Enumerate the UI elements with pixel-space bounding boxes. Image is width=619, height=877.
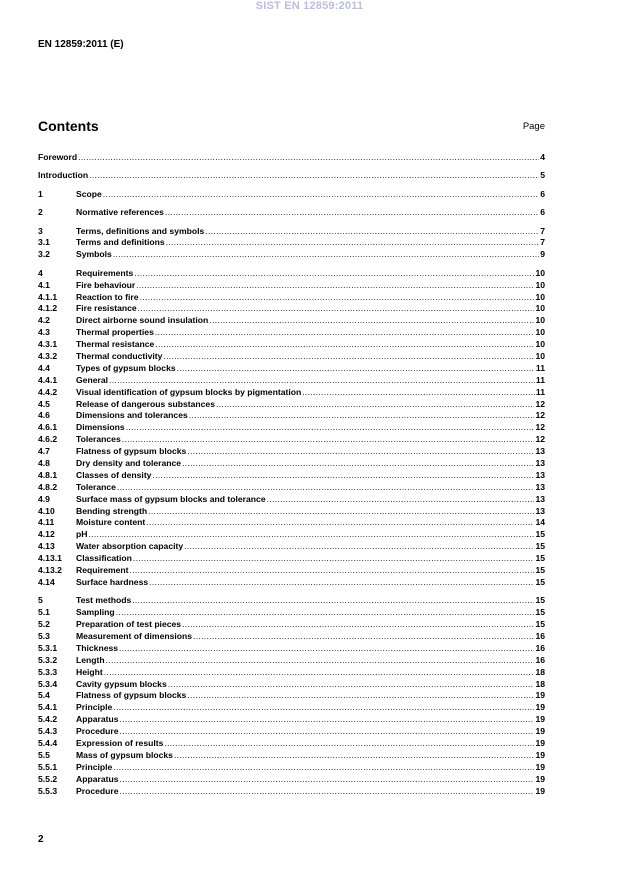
toc-dot-leader (89, 170, 539, 182)
toc-page-number: 19 (535, 761, 545, 772)
toc-section-title: Apparatus (76, 714, 119, 725)
toc-entry[interactable] (38, 237, 545, 249)
toc-dot-leader (136, 280, 534, 292)
page-column-label: Page (522, 121, 545, 132)
toc-dot-leader (104, 667, 535, 679)
toc-dot-leader (109, 375, 535, 387)
toc-dot-leader (140, 292, 535, 304)
toc-section-number: 5.5.1 (38, 761, 58, 772)
toc-entry[interactable] (38, 268, 545, 280)
toc-entry[interactable] (38, 726, 545, 738)
toc-dot-leader (165, 207, 539, 219)
toc-entry[interactable] (38, 667, 545, 679)
toc-section-number: 4.2 (38, 315, 50, 326)
toc-section-title: Length (76, 654, 105, 665)
toc-page-number: 10 (535, 267, 545, 278)
toc-section-title: Dimensions (76, 422, 125, 433)
toc-dot-leader (149, 577, 534, 589)
toc-section-number: 2 (38, 207, 43, 218)
toc-section-title: Terms and definitions (76, 237, 165, 248)
toc-section-number: 4.6 (38, 410, 50, 421)
toc-section-title: General (76, 374, 109, 385)
toc-page-number: 19 (535, 773, 545, 784)
toc-dot-leader (209, 315, 534, 327)
toc-page-number: 15 (535, 607, 545, 618)
toc-entry[interactable] (38, 375, 545, 387)
toc-section-title: Symbols (76, 249, 112, 260)
toc-section-number: 4.3 (38, 327, 50, 338)
toc-section-title: Thermal resistance (76, 339, 155, 350)
toc-dot-leader (120, 726, 535, 738)
toc-section-number: 4.8.1 (38, 469, 58, 480)
toc-section-number: 5.3.2 (38, 654, 58, 665)
toc-page-number: 15 (535, 541, 545, 552)
contents-title: Contents (38, 118, 99, 134)
toc-section-number: 4.1.1 (38, 291, 58, 302)
toc-section-title: Dry density and tolerance (76, 457, 182, 468)
toc-page-number: 10 (535, 291, 545, 302)
toc-entry[interactable] (38, 517, 545, 529)
toc-entry[interactable] (38, 152, 545, 164)
toc-section-title: Normative references (76, 207, 164, 218)
toc-dot-leader (113, 249, 539, 261)
toc-dot-leader (132, 595, 534, 607)
toc-dot-leader (103, 189, 539, 201)
toc-section-title: Foreword (38, 152, 78, 162)
toc-section-number: 5.3.3 (38, 666, 58, 677)
toc-entry[interactable] (38, 458, 545, 470)
toc-section-title: Thickness (76, 642, 119, 653)
toc-dot-leader (78, 152, 539, 164)
toc-dot-leader (126, 422, 535, 434)
toc-section-title: Scope (76, 188, 102, 199)
toc-section-title: Height (76, 666, 103, 677)
toc-section-title: Test methods (76, 595, 132, 606)
toc-entry[interactable] (38, 339, 545, 351)
toc-section-title: Mass of gypsum blocks (76, 749, 173, 760)
toc-section-title: Principle (76, 702, 113, 713)
toc-dot-leader (146, 517, 534, 529)
toc-entry[interactable] (38, 714, 545, 726)
toc-page-number: 5 (540, 170, 545, 181)
toc-dot-leader (122, 434, 535, 446)
toc-entry[interactable] (38, 679, 545, 691)
toc-section-number: 4 (38, 267, 43, 278)
toc-section-number: 5.4.1 (38, 702, 58, 713)
toc-page-number: 16 (535, 630, 545, 641)
toc-page-number: 9 (540, 249, 545, 260)
toc-page-number: 15 (535, 595, 545, 606)
toc-page-number: 15 (535, 619, 545, 630)
toc-dot-leader (267, 494, 535, 506)
toc-entry[interactable] (38, 750, 545, 762)
toc-dot-leader (134, 268, 534, 280)
toc-entry[interactable] (38, 399, 545, 411)
toc-page-number: 7 (540, 225, 545, 236)
toc-page-number: 19 (535, 690, 545, 701)
toc-section-number: 5.1 (38, 607, 50, 618)
toc-page-number: 10 (535, 303, 545, 314)
toc-page-number: 14 (535, 517, 545, 528)
toc-section-title: Visual identification of gypsum blocks by pigmentation (76, 386, 302, 397)
toc-section-number: 5.4 (38, 690, 50, 701)
toc-page-number: 12 (535, 422, 545, 433)
toc-section-number: 5.5.2 (38, 773, 58, 784)
toc-section-number: 4.13.2 (38, 565, 62, 575)
toc-page-number: 12 (535, 434, 545, 445)
toc-section-number: 4.4 (38, 362, 50, 373)
toc-dot-leader (120, 786, 535, 798)
toc-page-number: 6 (540, 207, 545, 218)
toc-page-number: 10 (535, 350, 545, 361)
toc-page-number: 19 (535, 714, 545, 725)
toc-page-number: 18 (535, 666, 545, 677)
toc-entry[interactable] (38, 482, 545, 494)
toc-page-number: 11 (535, 362, 545, 373)
page-number: 2 (38, 834, 44, 845)
toc-section-number: 1 (38, 188, 43, 199)
toc-page-number: 19 (535, 702, 545, 713)
toc-dot-leader (120, 774, 535, 786)
toc-page-number: 13 (535, 505, 545, 516)
toc-section-title: Requirements (76, 267, 134, 278)
toc-dot-leader (184, 541, 534, 553)
toc-section-number: 4.11 (38, 517, 55, 528)
toc-section-title: Sampling (76, 607, 115, 618)
toc-section-title: Preparation of test pieces (76, 619, 182, 630)
toc-section-number: 5.3 (38, 630, 50, 641)
toc-page-number: 19 (535, 737, 545, 748)
watermark: SIST EN 12859:2011 (255, 0, 364, 12)
toc-dot-leader (148, 506, 534, 518)
toc-section-title: Water absorption capacity (76, 541, 184, 552)
toc-page-number: 13 (535, 469, 545, 480)
toc-page-number: 19 (535, 749, 545, 760)
toc-section-number: 5.2 (38, 619, 50, 630)
toc-section-title: Classes of density (76, 469, 152, 480)
toc-entry[interactable] (38, 470, 545, 482)
toc-page-number: 15 (535, 565, 545, 575)
toc-section-title: Tolerances (76, 434, 121, 445)
toc-dot-leader (88, 529, 534, 541)
toc-dot-leader (168, 679, 535, 691)
toc-section-title: Surface hardness (76, 576, 149, 587)
toc-page-number: 13 (535, 481, 545, 492)
toc-dot-leader (302, 387, 535, 399)
toc-section-title: Release of dangerous substances (76, 398, 215, 409)
toc-entry[interactable] (38, 363, 545, 375)
toc-section-title: Direct airborne sound insulation (76, 315, 209, 326)
toc-page-number: 13 (535, 493, 545, 504)
toc-entry[interactable] (38, 387, 545, 399)
toc-page-number: 4 (540, 152, 545, 162)
toc-page-number: 7 (540, 237, 545, 248)
toc-section-title: Moisture content (76, 517, 146, 528)
toc-section-title: pH (76, 529, 88, 540)
toc-section-number: 4.13.1 (38, 553, 62, 564)
toc-entry[interactable] (38, 249, 545, 261)
toc-section-number: 5.3.4 (38, 678, 58, 689)
toc-entry[interactable] (38, 553, 545, 565)
toc-section-number: 4.12 (38, 529, 55, 540)
toc-section-title: Reaction to fire (76, 291, 139, 302)
toc-dot-leader (130, 565, 535, 577)
toc-dot-leader (113, 762, 534, 774)
document-header: EN 12859:2011 (E) (38, 39, 124, 50)
toc-section-number: 5 (38, 595, 43, 606)
toc-page-number: 19 (535, 785, 545, 796)
toc-page-number: 10 (535, 327, 545, 338)
toc-section-title: Dimensions and tolerances (76, 410, 188, 421)
toc-entry[interactable] (38, 422, 545, 434)
toc-entry[interactable] (38, 494, 545, 506)
toc-entry[interactable] (38, 327, 545, 339)
toc-entry[interactable] (38, 595, 545, 607)
toc-entry[interactable] (38, 170, 545, 182)
toc-page-number: 10 (535, 279, 545, 290)
toc-section-number: 4.4.2 (38, 386, 58, 397)
toc-entry[interactable] (38, 207, 545, 219)
toc-dot-leader (193, 631, 534, 643)
toc-entry[interactable] (38, 762, 545, 774)
toc-dot-leader (166, 237, 540, 249)
toc-section-title: Apparatus (76, 773, 119, 784)
toc-page-number: 13 (535, 457, 545, 468)
toc-dot-leader (182, 458, 534, 470)
toc-section-title: Types of gypsum blocks (76, 362, 176, 373)
toc-section-title: Fire behaviour (76, 279, 136, 290)
toc-section-title: Procedure (76, 726, 119, 737)
toc-entry[interactable] (38, 643, 545, 655)
toc-entry[interactable] (38, 315, 545, 327)
toc-dot-leader (133, 553, 535, 565)
toc-dot-leader (152, 470, 534, 482)
toc-section-title: Introduction (38, 170, 89, 181)
toc-section-number: 4.3.1 (38, 339, 58, 350)
toc-dot-leader (189, 410, 535, 422)
toc-entry[interactable] (38, 506, 545, 518)
toc-entry[interactable] (38, 702, 545, 714)
toc-page-number: 10 (535, 339, 545, 350)
toc-section-title: Expression of results (76, 737, 164, 748)
toc-section-number: 4.1 (38, 279, 50, 290)
toc-section-number: 5.4.2 (38, 714, 58, 725)
toc-entry[interactable] (38, 303, 545, 315)
toc-dot-leader (177, 363, 535, 375)
toc-dot-leader (187, 690, 534, 702)
toc-entry[interactable] (38, 738, 545, 750)
toc-entry[interactable] (38, 619, 545, 631)
toc-section-number: 4.3.2 (38, 350, 58, 361)
toc-section-number: 4.9 (38, 493, 50, 504)
toc-section-number: 4.4.1 (38, 374, 58, 385)
toc-dot-leader (155, 327, 535, 339)
toc-dot-leader (164, 738, 534, 750)
toc-dot-leader (163, 351, 534, 363)
toc-page-number: 12 (535, 398, 545, 409)
toc-section-title: Thermal conductivity (76, 350, 163, 361)
toc-dot-leader (155, 339, 534, 351)
toc-entry[interactable] (38, 446, 545, 458)
toc-entry[interactable] (38, 607, 545, 619)
toc-section-title: Classification (76, 553, 132, 564)
toc-section-title: Procedure (76, 785, 119, 796)
toc-page-number: 16 (535, 642, 545, 653)
toc-entry[interactable] (38, 434, 545, 446)
toc-page-number: 16 (535, 654, 545, 665)
toc-page-number: 10 (535, 315, 545, 326)
toc-section-number: 5.4.4 (38, 737, 58, 748)
toc-entry[interactable] (38, 292, 545, 304)
toc-section-title: Measurement of dimensions (76, 630, 193, 641)
toc-page-number: 11 (535, 374, 545, 385)
toc-section-number: 4.1.2 (38, 303, 58, 314)
toc-section-number: 3.2 (38, 249, 50, 260)
toc-section-title: Flatness of gypsum blocks (76, 446, 187, 457)
toc-section-number: 4.10 (38, 505, 55, 516)
toc-dot-leader (182, 619, 534, 631)
toc-section-number: 5.4.3 (38, 726, 58, 737)
toc-page-number: 15 (535, 529, 545, 540)
toc-dot-leader (117, 482, 534, 494)
toc-section-title: Cavity gypsum blocks (76, 678, 167, 689)
toc-section-number: 5.5.3 (38, 785, 58, 796)
toc-entry[interactable] (38, 631, 545, 643)
toc-entry[interactable] (38, 774, 545, 786)
toc-section-number: 5.5 (38, 749, 50, 760)
toc-entry[interactable] (38, 786, 545, 798)
toc-entry[interactable] (38, 541, 545, 553)
toc-section-title: Bending strength (76, 505, 148, 516)
toc-entry[interactable] (38, 410, 545, 422)
toc-section-number: 4.5 (38, 398, 50, 409)
toc-entry[interactable] (38, 690, 545, 702)
toc-section-title: Thermal properties (76, 327, 154, 338)
toc-section-number: 4.6.1 (38, 422, 58, 433)
toc-page-number: 11 (535, 386, 545, 397)
toc-section-title: Principle (76, 761, 113, 772)
toc-section-number: 4.14 (38, 576, 55, 587)
toc-entry[interactable] (38, 226, 545, 238)
toc-page-number: 15 (535, 553, 545, 564)
toc-section-number: 3 (38, 225, 43, 236)
toc-section-title: Tolerance (76, 481, 116, 492)
toc-entry[interactable] (38, 189, 545, 201)
toc-section-number: 4.6.2 (38, 434, 58, 445)
toc-section-number: 3.1 (38, 237, 50, 248)
toc-page-number: 15 (535, 576, 545, 587)
table-of-contents (38, 152, 545, 797)
toc-dot-leader (174, 750, 534, 762)
toc-dot-leader (205, 226, 539, 238)
toc-dot-leader (116, 607, 535, 619)
toc-dot-leader (106, 655, 535, 667)
toc-section-title: Fire resistance (76, 303, 137, 314)
toc-dot-leader (187, 446, 534, 458)
toc-dot-leader (216, 399, 534, 411)
toc-page-number: 19 (535, 726, 545, 737)
toc-section-title: Surface mass of gypsum blocks and tolerance (76, 493, 266, 504)
toc-page-number: 6 (540, 188, 545, 199)
toc-entry[interactable] (38, 565, 545, 577)
toc-section-title: Flatness of gypsum blocks (76, 690, 187, 701)
toc-section-number: 4.13 (38, 541, 55, 552)
toc-dot-leader (138, 303, 535, 315)
toc-section-title: Terms, definitions and symbols (76, 225, 205, 236)
toc-dot-leader (119, 643, 534, 655)
toc-entry[interactable] (38, 351, 545, 363)
toc-section-number: 5.3.1 (38, 642, 58, 653)
toc-section-number: 4.7 (38, 446, 50, 457)
toc-section-title: Requirement (76, 565, 129, 575)
toc-page-number: 18 (535, 678, 545, 689)
toc-entry[interactable] (38, 655, 545, 667)
toc-entry[interactable] (38, 529, 545, 541)
toc-page-number: 13 (535, 446, 545, 457)
toc-section-number: 4.8.2 (38, 481, 58, 492)
toc-page-number: 12 (535, 410, 545, 421)
toc-dot-leader (113, 702, 534, 714)
toc-dot-leader (120, 714, 535, 726)
toc-entry[interactable] (38, 280, 545, 292)
toc-entry[interactable] (38, 577, 545, 589)
toc-section-number: 4.8 (38, 457, 50, 468)
